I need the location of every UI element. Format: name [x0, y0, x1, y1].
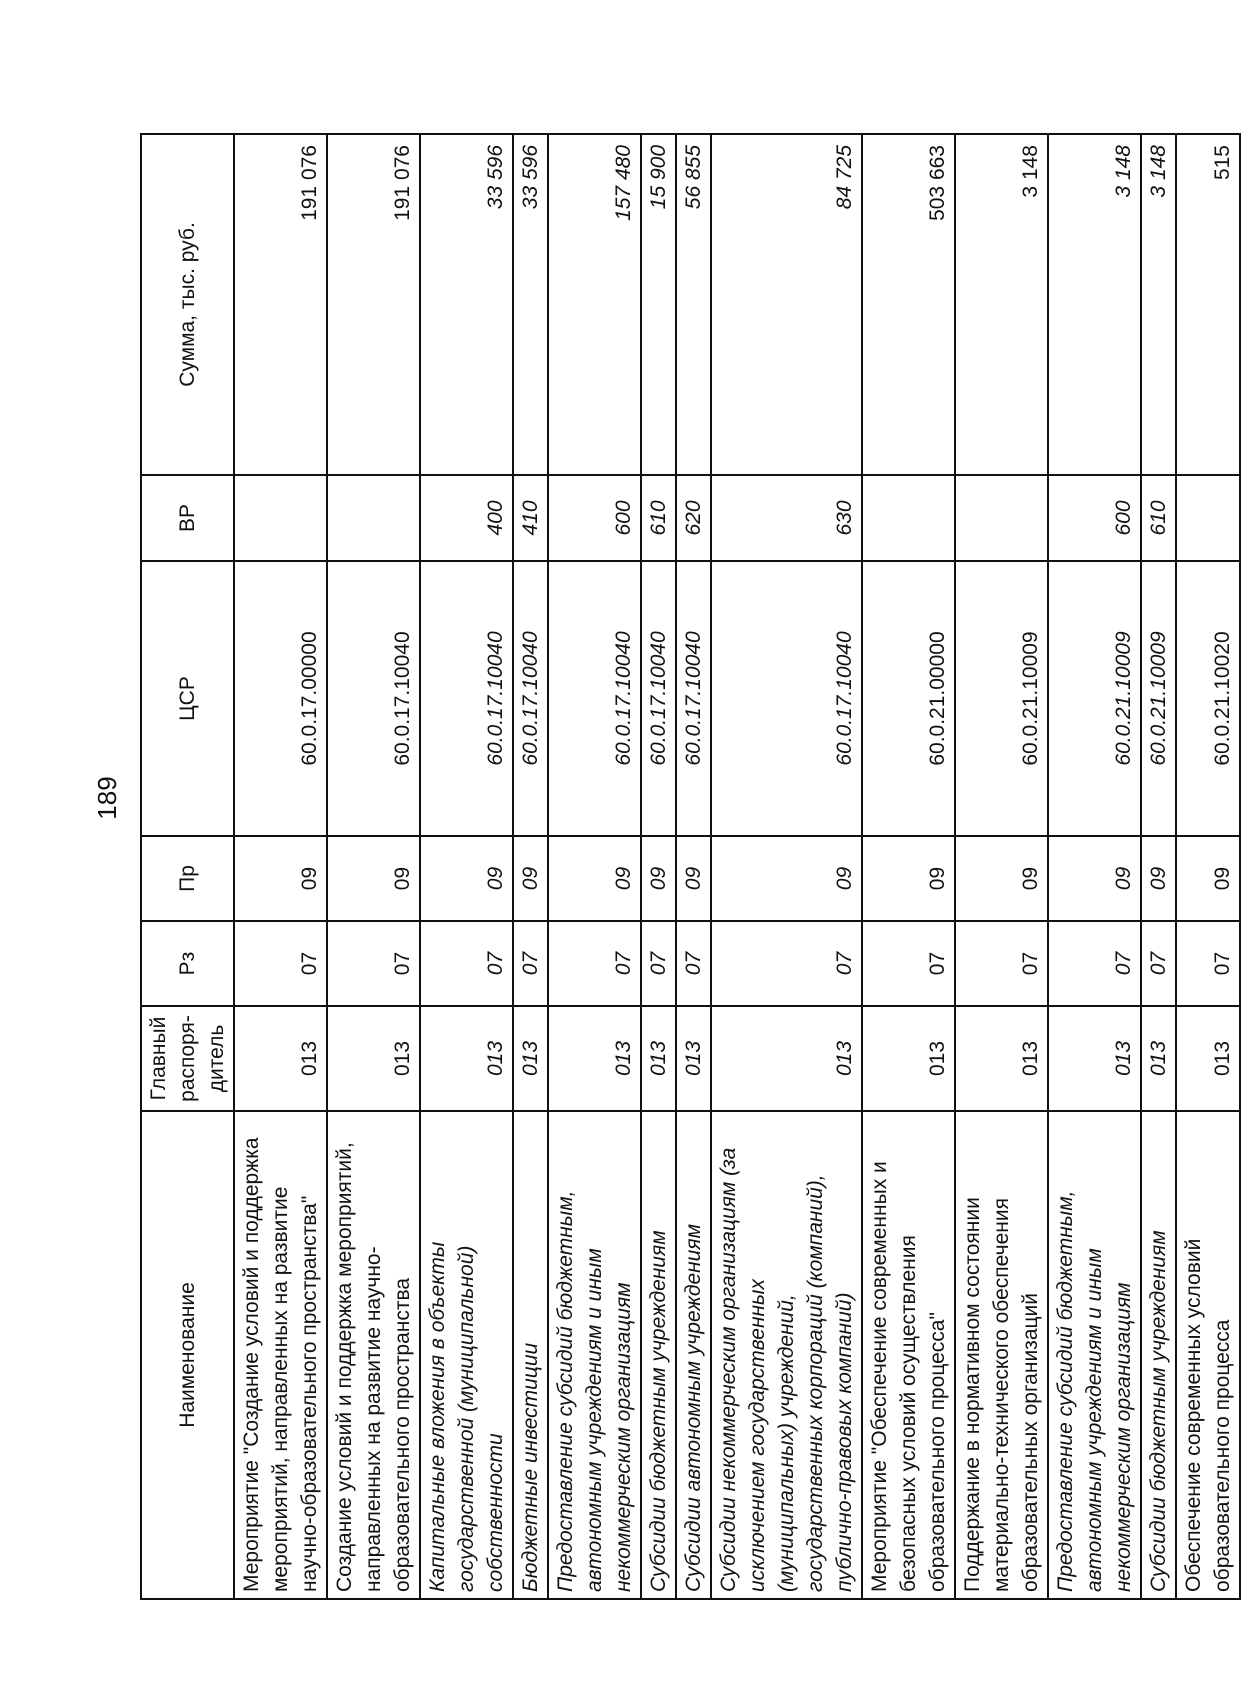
budget-table	[140, 133, 1241, 1600]
cell-main-manager: 013	[641, 1006, 676, 1111]
cell-csr: 60.0.17.10040	[548, 561, 641, 836]
cell-pr: 09	[548, 836, 641, 921]
cell-pr: 09	[234, 836, 327, 921]
cell-rz: 07	[548, 921, 641, 1006]
cell-sum: 515	[1176, 134, 1240, 475]
cell-sum: 15 900	[641, 134, 676, 475]
cell-vr	[955, 475, 1048, 561]
cell-csr: 60.0.17.10040	[513, 561, 548, 836]
cell-sum: 33 596	[513, 134, 548, 475]
cell-vr: 600	[548, 475, 641, 561]
cell-name: Создание условий и поддержка мероприятий, направленных на развитие научно-образовательного пространства	[327, 1111, 420, 1599]
cell-main-manager: 013	[548, 1006, 641, 1111]
cell-pr: 09	[955, 836, 1048, 921]
cell-csr: 60.0.17.10040	[327, 561, 420, 836]
cell-pr: 09	[711, 836, 862, 921]
cell-rz: 07	[1176, 921, 1240, 1006]
cell-main-manager: 013	[234, 1006, 327, 1111]
page-number: 189	[92, 776, 122, 820]
cell-name: Субсидии бюджетным учреждениям	[1141, 1111, 1176, 1599]
header-rz: Рз	[141, 921, 234, 1006]
header-main-manager: Главный распоря- дитель	[141, 1006, 234, 1111]
cell-main-manager: 013	[711, 1006, 862, 1111]
table-row	[1176, 134, 1240, 1599]
cell-pr: 09	[862, 836, 955, 921]
table-row	[234, 134, 327, 1599]
cell-sum: 84 725	[711, 134, 862, 475]
cell-csr: 60.0.21.00000	[862, 561, 955, 836]
cell-name: Обеспечение современных условий образовательного процесса	[1176, 1111, 1240, 1599]
cell-main-manager: 013	[1141, 1006, 1176, 1111]
cell-vr: 630	[711, 475, 862, 561]
cell-sum: 3 148	[1141, 134, 1176, 475]
cell-csr: 60.0.17.10040	[420, 561, 513, 836]
cell-vr: 610	[1141, 475, 1176, 561]
header-pr: Пр	[141, 836, 234, 921]
cell-vr: 610	[641, 475, 676, 561]
cell-pr: 09	[327, 836, 420, 921]
table-row	[955, 134, 1048, 1599]
cell-vr: 410	[513, 475, 548, 561]
table-row	[327, 134, 420, 1599]
cell-sum: 157 480	[548, 134, 641, 475]
cell-main-manager: 013	[1048, 1006, 1141, 1111]
cell-sum: 191 076	[327, 134, 420, 475]
cell-name: Субсидии бюджетным учреждениям	[641, 1111, 676, 1599]
cell-csr: 60.0.21.10009	[1048, 561, 1141, 836]
cell-vr	[327, 475, 420, 561]
cell-name: Мероприятие "Создание условий и поддержка мероприятий, направленных на развитие научно-образовательного пространства"	[234, 1111, 327, 1599]
table-row	[1141, 134, 1176, 1599]
cell-main-manager: 013	[676, 1006, 711, 1111]
cell-csr: 60.0.17.10040	[711, 561, 862, 836]
cell-rz: 07	[711, 921, 862, 1006]
cell-name: Мероприятие "Обеспечение современных и безопасных условий осуществления образовательного процесса"	[862, 1111, 955, 1599]
table-row	[420, 134, 513, 1599]
cell-name: Субсидии некоммерческим организациям (за исключением государственных (муниципальных) учреждений, государственных корпораций (компаний), публично-правовых компаний)	[711, 1111, 862, 1599]
cell-pr: 09	[641, 836, 676, 921]
table-row	[548, 134, 641, 1599]
cell-pr: 09	[1176, 836, 1240, 921]
cell-rz: 07	[1048, 921, 1141, 1006]
cell-csr: 60.0.17.10040	[676, 561, 711, 836]
cell-pr: 09	[420, 836, 513, 921]
cell-sum: 3 148	[955, 134, 1048, 475]
table-body	[234, 134, 1240, 1599]
table-row	[1048, 134, 1141, 1599]
cell-csr: 60.0.21.10020	[1176, 561, 1240, 836]
table-header-row	[141, 134, 234, 1599]
cell-name: Поддержание в нормативном состоянии материально-технического обеспечения образовательных организаций	[955, 1111, 1048, 1599]
header-csr: ЦСР	[141, 561, 234, 836]
cell-vr: 600	[1048, 475, 1141, 561]
cell-main-manager: 013	[420, 1006, 513, 1111]
cell-main-manager: 013	[1176, 1006, 1240, 1111]
cell-rz: 07	[641, 921, 676, 1006]
cell-main-manager: 013	[327, 1006, 420, 1111]
header-name: Наименование	[141, 1111, 234, 1599]
cell-vr	[234, 475, 327, 561]
cell-rz: 07	[420, 921, 513, 1006]
cell-pr: 09	[513, 836, 548, 921]
cell-csr: 60.0.21.10009	[1141, 561, 1176, 836]
cell-vr: 620	[676, 475, 711, 561]
cell-name: Предоставление субсидий бюджетным, автономным учреждениям и иным некоммерческим организациям	[1048, 1111, 1141, 1599]
cell-pr: 09	[1141, 836, 1176, 921]
cell-csr: 60.0.21.10009	[955, 561, 1048, 836]
table-row	[676, 134, 711, 1599]
header-sum: Сумма, тыс. руб.	[141, 134, 234, 475]
header-vr: ВР	[141, 475, 234, 561]
cell-sum: 3 148	[1048, 134, 1141, 475]
table-row	[711, 134, 862, 1599]
cell-pr: 09	[676, 836, 711, 921]
cell-name: Бюджетные инвестиции	[513, 1111, 548, 1599]
cell-sum: 56 855	[676, 134, 711, 475]
cell-pr: 09	[1048, 836, 1141, 921]
cell-csr: 60.0.17.10040	[641, 561, 676, 836]
cell-name: Капитальные вложения в объекты государственной (муниципальной) собственности	[420, 1111, 513, 1599]
cell-name: Субсидии автономным учреждениям	[676, 1111, 711, 1599]
cell-vr: 400	[420, 475, 513, 561]
budget-table-container	[140, 135, 1234, 1600]
cell-main-manager: 013	[955, 1006, 1048, 1111]
cell-sum: 191 076	[234, 134, 327, 475]
cell-csr: 60.0.17.00000	[234, 561, 327, 836]
cell-rz: 07	[513, 921, 548, 1006]
cell-main-manager: 013	[513, 1006, 548, 1111]
cell-rz: 07	[676, 921, 711, 1006]
cell-rz: 07	[234, 921, 327, 1006]
cell-sum: 33 596	[420, 134, 513, 475]
table-row	[513, 134, 548, 1599]
cell-rz: 07	[955, 921, 1048, 1006]
cell-main-manager: 013	[862, 1006, 955, 1111]
cell-rz: 07	[862, 921, 955, 1006]
table-row	[641, 134, 676, 1599]
cell-rz: 07	[327, 921, 420, 1006]
cell-vr	[1176, 475, 1240, 561]
cell-vr	[862, 475, 955, 561]
table-row	[862, 134, 955, 1599]
cell-rz: 07	[1141, 921, 1176, 1006]
cell-sum: 503 663	[862, 134, 955, 475]
cell-name: Предоставление субсидий бюджетным, автономным учреждениям и иным некоммерческим организациям	[548, 1111, 641, 1599]
